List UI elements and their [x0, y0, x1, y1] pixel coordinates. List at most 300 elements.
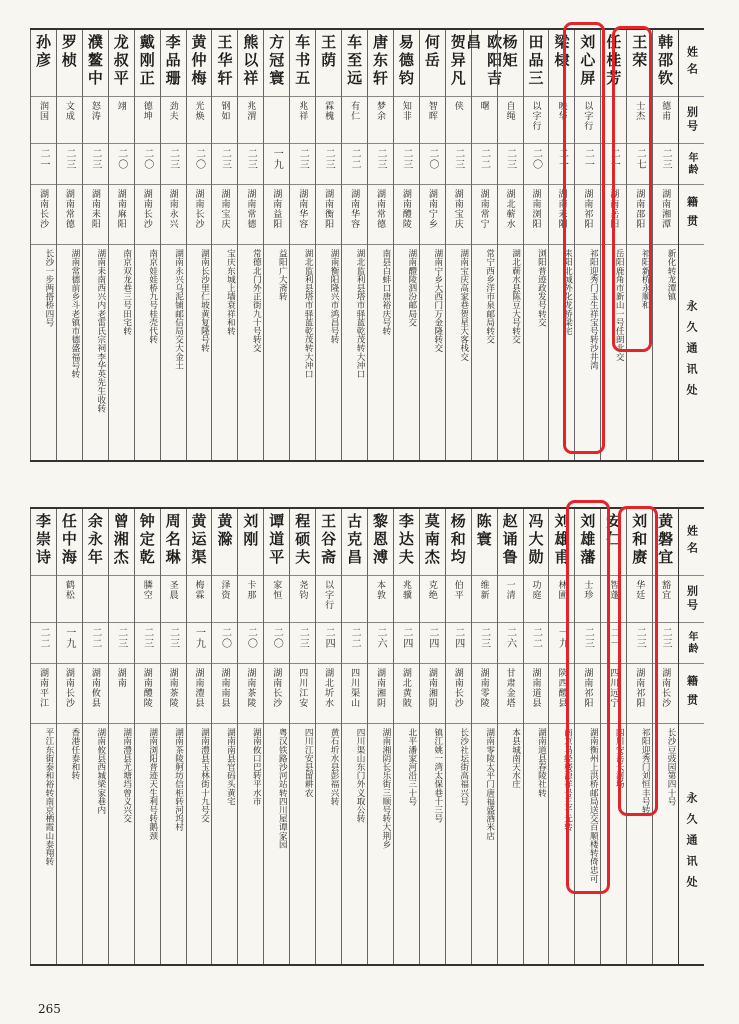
person-column: [574, 509, 600, 964]
person-alias: 翊: [109, 97, 134, 144]
person-place: 湖南浏阳: [524, 185, 549, 245]
person-address: 长沙豆豉园第四十号: [666, 728, 677, 806]
person-address: 四川渠山东门外义取公转: [355, 728, 366, 823]
person-alias: 一清: [498, 576, 523, 623]
person-age: 一九: [264, 144, 289, 185]
person-address: 湖南衡阳隆兴市鸿昌号转: [329, 249, 340, 344]
person-alias: 尧钧: [290, 576, 315, 623]
person-name: 李达夫: [394, 509, 419, 576]
person-age: 二〇: [109, 144, 134, 185]
person-column: [367, 509, 393, 964]
person-column: [574, 30, 600, 460]
person-place: 湖南耒阳: [83, 185, 108, 245]
person-place: 湖南茶陵: [161, 664, 186, 724]
person-name: 周名琳: [161, 509, 186, 576]
person-alias: 功庭: [524, 576, 549, 623]
person-age: 二三: [653, 623, 678, 664]
person-alias: 劲夫: [161, 97, 186, 144]
person-name: 濮鳌中: [83, 30, 108, 97]
person-alias: 梅霖: [187, 576, 212, 623]
person-column: [471, 509, 497, 964]
person-place: 湖南醴陵: [135, 664, 160, 724]
person-column: [626, 509, 652, 964]
person-age: 二二: [524, 623, 549, 664]
person-name: 杨和均: [446, 509, 471, 576]
person-place: 湖南湘潭: [653, 185, 678, 245]
person-address: 祁阳迎秀门刘恒丰号转: [640, 728, 651, 814]
person-column: [82, 30, 108, 460]
person-name: 王荣: [627, 30, 652, 97]
person-address: 粤汉铁路沙河站转四川屋谭家园: [277, 728, 288, 849]
person-alias: 兆祥: [290, 97, 315, 144]
person-age: 二四: [394, 623, 419, 664]
header-age: 年龄: [679, 144, 704, 185]
person-name: 龙叔平: [109, 30, 134, 97]
person-address: 湖南零陵太平门唐福盛酒米店: [484, 728, 495, 840]
person-age: 二四: [420, 623, 445, 664]
person-name: 易德钧: [394, 30, 419, 97]
person-column: [30, 509, 56, 964]
person-alias: 德甫: [653, 97, 678, 144]
person-address: 湖南攸县西城梁家巷内: [95, 728, 106, 814]
person-name: 谭道平: [264, 509, 289, 576]
person-column: [548, 30, 574, 460]
person-place: 四川渠山: [342, 664, 367, 724]
person-place: 湖南常德: [57, 185, 82, 245]
person-age: 二二: [31, 623, 56, 664]
person-address: 岳阳鹿角市新山一号任朗北交: [614, 249, 625, 361]
person-address: 湖南茶陵舸坊信柜转河坞村: [173, 728, 184, 832]
person-alias: [264, 97, 289, 144]
person-column: [341, 30, 367, 460]
person-name: 车书五: [290, 30, 315, 97]
page-number: 265: [38, 1002, 61, 1016]
person-alias: [342, 576, 367, 623]
person-column: [160, 509, 186, 964]
person-address: 长沙社坛街高福兴号: [458, 728, 469, 806]
person-column: [464, 30, 504, 460]
person-address: 本县城南天水庄: [510, 728, 521, 789]
person-name: 梁棣: [549, 30, 574, 97]
person-column: [108, 509, 134, 964]
person-column: [186, 509, 212, 964]
person-name: 王华轩: [212, 30, 237, 97]
person-address: 湖南道县春陵社转: [536, 728, 547, 797]
person-place: 湖南麻阳: [109, 185, 134, 245]
person-place: 湖南长沙: [653, 664, 678, 724]
person-column: [289, 509, 315, 964]
person-age: 二三: [316, 144, 341, 185]
person-address: 南京马经楼源祥号王子元转: [562, 728, 573, 832]
person-age: 二三: [653, 144, 678, 185]
person-place: 湖南永兴: [161, 185, 186, 245]
person-alias: 林圃: [549, 576, 574, 623]
person-column: [134, 509, 160, 964]
person-alias: 膦空: [135, 576, 160, 623]
person-age: 一九: [549, 623, 574, 664]
person-age: 二三: [57, 144, 82, 185]
person-address: 四川安岳长河场: [614, 728, 625, 789]
person-name: 程硕夫: [290, 509, 315, 576]
person-column: [445, 509, 471, 964]
person-column: [419, 30, 445, 460]
person-name: 刘心屏: [575, 30, 600, 97]
person-column: [393, 30, 419, 460]
person-name: 任桂芳: [601, 30, 626, 97]
person-column: [497, 509, 523, 964]
person-name: 黄滁: [212, 509, 237, 576]
header-alias: 别号: [679, 97, 704, 144]
person-place: 湖北黄陂: [394, 664, 419, 724]
person-age: 二一: [31, 144, 56, 185]
person-name: 王荫: [316, 30, 341, 97]
person-age: 二三: [627, 623, 652, 664]
person-address: 浏阳普迹政发号转交: [536, 249, 547, 327]
person-column: [30, 30, 56, 460]
person-alias: 以字行: [524, 97, 549, 144]
person-age: 二三: [161, 623, 186, 664]
person-address: 镇江姚一湾太保巷十三号: [432, 728, 443, 823]
person-place: 湖南邵阳: [627, 185, 652, 245]
person-place: 湖南湘阴: [368, 664, 393, 724]
person-age: 二六: [498, 623, 523, 664]
person-address: 四川江安县留耕农: [303, 728, 314, 797]
person-address: 南京娃娃桥九号桂壳代转: [147, 249, 158, 344]
person-address: 湖北蕲水县陈豆大号转交: [510, 249, 521, 344]
person-place: 陕西醴县: [549, 664, 574, 724]
person-alias: [31, 576, 56, 623]
person-name: 刘雄甫: [549, 509, 574, 576]
person-column: [211, 509, 237, 964]
person-name: 古克昌: [342, 509, 367, 576]
person-column: [393, 509, 419, 964]
person-name: 李崇诗: [31, 509, 56, 576]
person-age: 二三: [498, 144, 523, 185]
person-address: 湖南南县官码头黄宅: [225, 728, 236, 806]
person-alias: 豁宜: [653, 576, 678, 623]
person-name: 陈寰: [472, 509, 497, 576]
person-alias: 映华: [549, 97, 574, 144]
person-age: 二七: [627, 144, 652, 185]
person-column: [600, 509, 626, 964]
person-alias: [601, 97, 626, 144]
person-name: 何岳: [420, 30, 445, 97]
person-address: 耒阳北城外化龙桥梁宅: [562, 249, 573, 335]
person-alias: 维新: [472, 576, 497, 623]
person-place: 四川远宁: [601, 664, 626, 724]
person-column: [600, 30, 626, 460]
person-age: 二四: [316, 623, 341, 664]
person-column: [315, 509, 341, 964]
person-place: 湖南宁乡: [420, 185, 445, 245]
person-address: 南京双龙巷三号田宅转: [121, 249, 132, 335]
person-name: 黎恩溥: [368, 509, 393, 576]
person-age: 二三: [161, 144, 186, 185]
person-alias: 士珍: [575, 576, 600, 623]
person-place: 湖南: [109, 664, 134, 724]
person-alias: 智蓬: [601, 576, 626, 623]
person-alias: 霖槐: [316, 97, 341, 144]
header-age: 年龄: [679, 623, 704, 664]
person-column: [237, 509, 263, 964]
person-alias: 知非: [394, 97, 419, 144]
person-alias: 侠: [446, 97, 471, 144]
person-column: [263, 30, 289, 460]
person-name: 熊以祥: [238, 30, 263, 97]
person-place: 湖南宝庆: [212, 185, 237, 245]
person-address: 湖南永兴乌泥铺邮信局交大金土: [173, 249, 184, 370]
person-age: 二三: [368, 144, 393, 185]
person-alias: 伯平: [446, 576, 471, 623]
person-address: 湖南长沙里仁坡黄复隆号转: [199, 249, 210, 353]
person-alias: 圣晨: [161, 576, 186, 623]
person-place: 湖南常德: [368, 185, 393, 245]
person-column: [315, 30, 341, 460]
person-name: 刘雄藩: [575, 509, 600, 576]
person-place: 湖南澧县: [187, 664, 212, 724]
person-name: 李品珊: [161, 30, 186, 97]
person-age: 二〇: [238, 623, 263, 664]
person-alias: 文成: [57, 97, 82, 144]
person-alias: 梦余: [368, 97, 393, 144]
person-name: 安仁: [601, 509, 626, 576]
person-age: 二三: [290, 144, 315, 185]
person-age: 二〇: [264, 623, 289, 664]
person-place: 湖南平江: [31, 664, 56, 724]
person-alias: 本敦: [368, 576, 393, 623]
person-age: 一九: [187, 623, 212, 664]
person-alias: 曙: [472, 97, 497, 144]
person-alias: 家恒: [264, 576, 289, 623]
person-column: [652, 509, 678, 964]
person-column: [237, 30, 263, 460]
header-address: 永久通讯处: [685, 791, 699, 897]
person-place: 湖北圻水: [316, 664, 341, 724]
person-age: 二三: [135, 623, 160, 664]
person-age: 二三: [290, 623, 315, 664]
person-alias: [109, 576, 134, 623]
person-name: 孙彦: [31, 30, 56, 97]
person-alias: 华廷: [627, 576, 652, 623]
person-place: 湖南南县: [212, 664, 237, 724]
person-alias: 兆渭: [238, 97, 263, 144]
header-name: 姓名: [679, 30, 704, 97]
header-place: 籍贯: [679, 664, 704, 724]
person-name: 曾湘杰: [109, 509, 134, 576]
person-place: 湖南长沙: [187, 185, 212, 245]
header-name: 姓名: [679, 509, 704, 576]
person-name: 余永年: [83, 509, 108, 576]
person-place: 湖南祁阳: [627, 664, 652, 724]
person-age: 二二: [83, 623, 108, 664]
person-column: [523, 509, 549, 964]
roster-table-bottom: [30, 507, 704, 966]
person-place: 湖南长沙: [31, 185, 56, 245]
person-age: 二三: [394, 144, 419, 185]
person-address: 湖南醴陵泗汾邮局交: [406, 249, 417, 327]
person-name: 冯大勋: [524, 509, 549, 576]
person-place: 湖南岳阳: [601, 185, 626, 245]
person-age: 二〇: [420, 144, 445, 185]
person-address: 香港任泰和转: [69, 728, 80, 780]
header-place: 籍贯: [679, 185, 704, 245]
person-address: 湖南澧县尤塘垱曾义兴交: [121, 728, 132, 823]
person-alias: 钢如: [212, 97, 237, 144]
person-place: 湖南祁阳: [575, 185, 600, 245]
person-place: 湖南攸县: [83, 664, 108, 724]
person-column: [82, 509, 108, 964]
person-column: [56, 30, 82, 460]
person-column: [108, 30, 134, 460]
person-column: [652, 30, 678, 460]
person-place: 四川江安: [290, 664, 315, 724]
person-name: 王谷斋: [316, 509, 341, 576]
person-name: 车至远: [342, 30, 367, 97]
person-address: 北平潘家河沿三十号: [406, 728, 417, 806]
person-address: 湖南宁乡大西门万金隆转交: [432, 249, 443, 353]
person-age: 二一: [601, 623, 626, 664]
person-address: 南县白蚌口唐裕庆号转: [380, 249, 391, 335]
person-column: [186, 30, 212, 460]
person-age: 二三: [575, 623, 600, 664]
person-place: 湖南道县: [524, 664, 549, 724]
person-age: 二二: [342, 144, 367, 185]
person-name: 罗桢: [57, 30, 82, 97]
person-place: 湖南华容: [290, 185, 315, 245]
person-address: 平江东街泰和裕转南京栖霞山泰翔转: [43, 728, 54, 866]
person-alias: 怒涛: [83, 97, 108, 144]
person-column: [523, 30, 549, 460]
person-address: 湖南宝庆高家巷贺星大客栈交: [458, 249, 469, 361]
person-alias: 兆骥: [394, 576, 419, 623]
person-name: 杨矩: [498, 30, 523, 97]
person-address: 湖南澧县玉林街十九号交: [199, 728, 210, 823]
person-name: 刘和赓: [627, 509, 652, 576]
person-place: 湖南华容: [342, 185, 367, 245]
person-address: 常宁西乡洋市泉邮局转交: [484, 249, 495, 344]
person-place: 湖南长沙: [135, 185, 160, 245]
person-age: 二三: [238, 144, 263, 185]
header-column: [678, 30, 704, 460]
person-age: 一九: [57, 623, 82, 664]
person-name: 贺异凡: [446, 30, 471, 97]
person-alias: 鹤松: [57, 576, 82, 623]
person-place: 湖南常德: [238, 185, 263, 245]
person-address: 湖南浏阳普迹天生利号转鹅颈: [147, 728, 158, 840]
person-name: 莫南杰: [420, 509, 445, 576]
person-age: 二三: [83, 144, 108, 185]
person-address: 新化转龙潭镇: [666, 249, 677, 301]
person-address: 湖南耒南西兴内老雷氏宗祠李华英先生收转: [95, 249, 106, 413]
person-column: [134, 30, 160, 460]
person-alias: 士杰: [627, 97, 652, 144]
person-address: 宝庆东城上墙衰祥和转: [225, 249, 236, 335]
person-column: [626, 30, 652, 460]
person-address: 祁阳新桥永顺和: [640, 249, 651, 310]
person-column: [289, 30, 315, 460]
person-address: 湖南攸口巴转平水市: [251, 728, 262, 806]
person-place: 甘肃金塔: [498, 664, 523, 724]
person-age: 二〇: [524, 144, 549, 185]
person-place: 湖南益阳: [264, 185, 289, 245]
person-place: 湖南零陵: [472, 664, 497, 724]
person-name: 钟定乾: [135, 509, 160, 576]
person-age: 二一: [575, 144, 600, 185]
person-column: [419, 509, 445, 964]
person-alias: 以字行: [575, 97, 600, 144]
person-age: 二〇: [187, 144, 212, 185]
person-alias: 德坤: [135, 97, 160, 144]
person-name: 黄仲梅: [187, 30, 212, 97]
person-age: 二一: [549, 144, 574, 185]
person-name: 黄磐宜: [653, 509, 678, 576]
person-address: 湖北监利县塔市驿蓝乾茂转大冲口: [303, 249, 314, 378]
person-name: 韩邵钦: [653, 30, 678, 97]
person-age: 二〇: [135, 144, 160, 185]
person-name: 戴刚正: [135, 30, 160, 97]
person-column: [497, 30, 523, 460]
person-address: 湖南湘阴长乐街三顺号转大荆乡: [380, 728, 391, 849]
person-age: 二一: [601, 144, 626, 185]
person-age: 二四: [446, 623, 471, 664]
person-column: [548, 509, 574, 964]
person-place: 湖南常宁: [472, 185, 497, 245]
person-alias: 卡那: [238, 576, 263, 623]
person-age: 二〇: [212, 623, 237, 664]
person-place: 湖南祁阳: [575, 664, 600, 724]
person-place: 湖南宝庆: [446, 185, 471, 245]
person-address: 湖南衡州上洪桥邮局送交百顺楼转倚忠可: [588, 728, 599, 883]
person-place: 湖南长沙: [446, 664, 471, 724]
person-address: 常德北门外正街九十号转交: [251, 249, 262, 353]
person-alias: 泽资: [212, 576, 237, 623]
person-alias: [83, 576, 108, 623]
person-name: 唐东轩: [368, 30, 393, 97]
person-column: [263, 509, 289, 964]
person-column: [367, 30, 393, 460]
person-place: 湖南长沙: [264, 664, 289, 724]
person-address: 黄石圻水县彭福兴转: [329, 728, 340, 806]
person-place: 湖南醴陵: [394, 185, 419, 245]
person-age: 二三: [446, 144, 471, 185]
person-alias: 以字行: [316, 576, 341, 623]
person-address: 祁阳迎秀门玉生祥宝号转沙井湾: [588, 249, 599, 370]
person-address: 益阳广大斋转: [277, 249, 288, 301]
person-name: 田品三: [524, 30, 549, 97]
person-age: 二三: [109, 623, 134, 664]
header-alias: 别号: [679, 576, 704, 623]
person-place: 湖南耒阳: [549, 185, 574, 245]
person-age: 二三: [472, 623, 497, 664]
person-address: 湖北监利县塔市驿蓝乾茂转大冲口: [355, 249, 366, 378]
person-age: 二二: [342, 623, 367, 664]
person-column: [211, 30, 237, 460]
person-age: 二二: [472, 144, 497, 185]
person-place: 湖南湘阴: [420, 664, 445, 724]
header-address: 永久通讯处: [685, 300, 699, 405]
person-name: 方冠寰: [264, 30, 289, 97]
person-alias: 克绝: [420, 576, 445, 623]
person-alias: 光焕: [187, 97, 212, 144]
person-name: 任中海: [57, 509, 82, 576]
person-column: [56, 509, 82, 964]
person-column: [160, 30, 186, 460]
person-name: 欧阳吉昌: [472, 30, 497, 97]
person-age: 二三: [212, 144, 237, 185]
person-place: 湖南茶陵: [238, 664, 263, 724]
person-name: 赵诵鲁: [498, 509, 523, 576]
person-age: 二六: [368, 623, 393, 664]
